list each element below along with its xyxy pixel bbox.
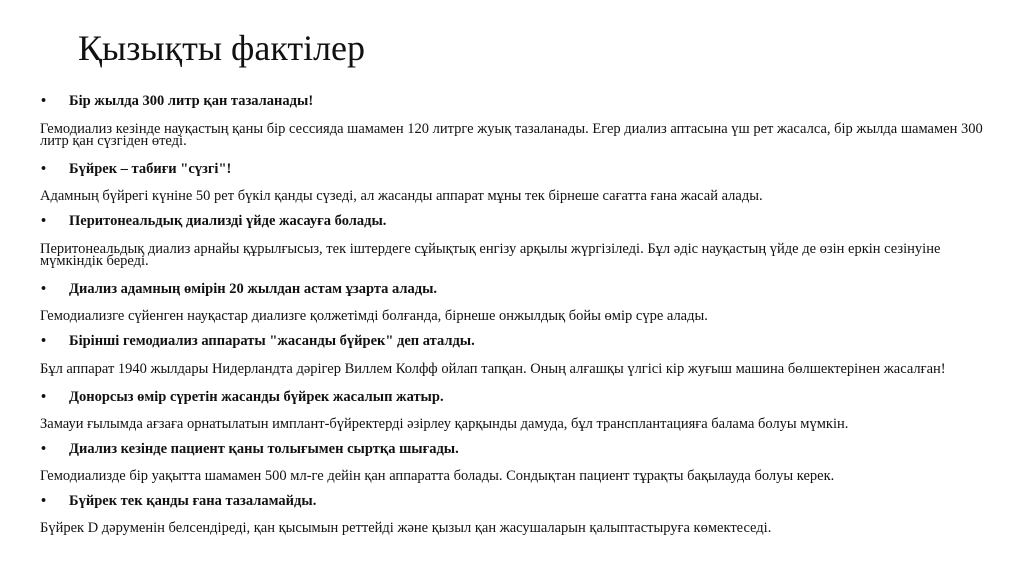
fact-text: Адамның бүйрегі күніне 50 рет бүкіл қанды сүзеді, ал жасанды аппарат мұны тек бірнеше сағатта ғана жасай алады. — [40, 188, 763, 204]
fact-heading-text: Бірінші гемодиализ аппараты "жасанды бүйрек" деп аталды. — [69, 333, 475, 349]
fact-heading — [40, 492, 1000, 510]
fact-heading-text: Диализ адамның өмірін 20 жылдан астам ұзарта алады. — [69, 281, 438, 297]
fact-heading — [40, 160, 1000, 178]
bullet-icon: • — [41, 213, 47, 229]
bullet-icon: • — [41, 93, 47, 109]
bullet-icon: • — [41, 333, 47, 349]
bullet-icon: • — [41, 161, 47, 177]
fact-heading-text: Перитонеальдық диализді үйде жасауға болады. — [69, 213, 387, 229]
fact-heading — [40, 332, 1000, 350]
fact-heading — [40, 280, 1000, 298]
fact-text: Гемодиализ кезінде науқастың қаны бір сессияда шамамен 120 литрге жуық тазаланады. Егер диализ аптасына үш рет жасалса, бір жылда шамамен 300 литр қан сүзгіден өтеді. — [40, 121, 983, 149]
fact-heading-text: Бүйрек – табиғи "сүзгі"! — [69, 161, 232, 177]
fact-heading-text: Диализ кезінде пациент қаны толығымен сыртқа шығады. — [69, 441, 459, 457]
bullet-icon: • — [41, 441, 47, 457]
fact-heading — [40, 212, 1000, 230]
fact-text: Бүйрек D дәруменін белсендіреді, қан қысымын реттейді және қызыл қан жасушаларын қалыптастыруға көмектеседі. — [40, 520, 772, 536]
fact-heading-text: Бүйрек тек қанды ғана тазаламайды. — [69, 493, 317, 509]
fact-heading-text: Донорсыз өмір сүретін жасанды бүйрек жасалып жатыр. — [69, 389, 444, 405]
fact-text: Гемодиализде бір уақытта шамамен 500 мл-ге дейін қан аппаратта болады. Сондықтан пациент тұрақты бақылауда болуы керек. — [40, 468, 835, 484]
fact-text: Замауи ғылымда ағзаға орнатылатын имплант-бүйректерді әзірлеу қарқынды дамуда, бұл трансплантацияға балама болуы мүмкін. — [40, 416, 849, 432]
facts-list — [40, 92, 1000, 544]
bullet-icon: • — [41, 389, 47, 405]
fact-heading — [40, 388, 1000, 406]
fact-text: Бұл аппарат 1940 жылдары Нидерландта дәрігер Виллем Колфф ойлап тапқан. Оның алғашқы үлгісі кір жуғыш машина бөлшектерінен жасалған! — [40, 361, 946, 377]
slide-title: Қызықты фактілер — [78, 28, 366, 68]
fact-text: Гемодиализге сүйенген науқастар диализге қолжетімді болғанда, бірнеше онжылдық бойы өмір сүре алады. — [40, 308, 708, 324]
bullet-icon: • — [41, 493, 47, 509]
fact-text: Перитонеальдық диализ арнайы құрылғысыз, тек іштердеге сұйықтық енгізу арқылы жүргізіледі. Бұл әдіс науқастың үйде де өзін еркін сезінуіне мүмкіндік береді. — [40, 241, 941, 269]
fact-heading — [40, 92, 1000, 110]
bullet-icon: • — [41, 281, 47, 297]
fact-heading — [40, 440, 1000, 458]
fact-heading-text: Бір жылда 300 литр қан тазаланады! — [69, 93, 314, 109]
